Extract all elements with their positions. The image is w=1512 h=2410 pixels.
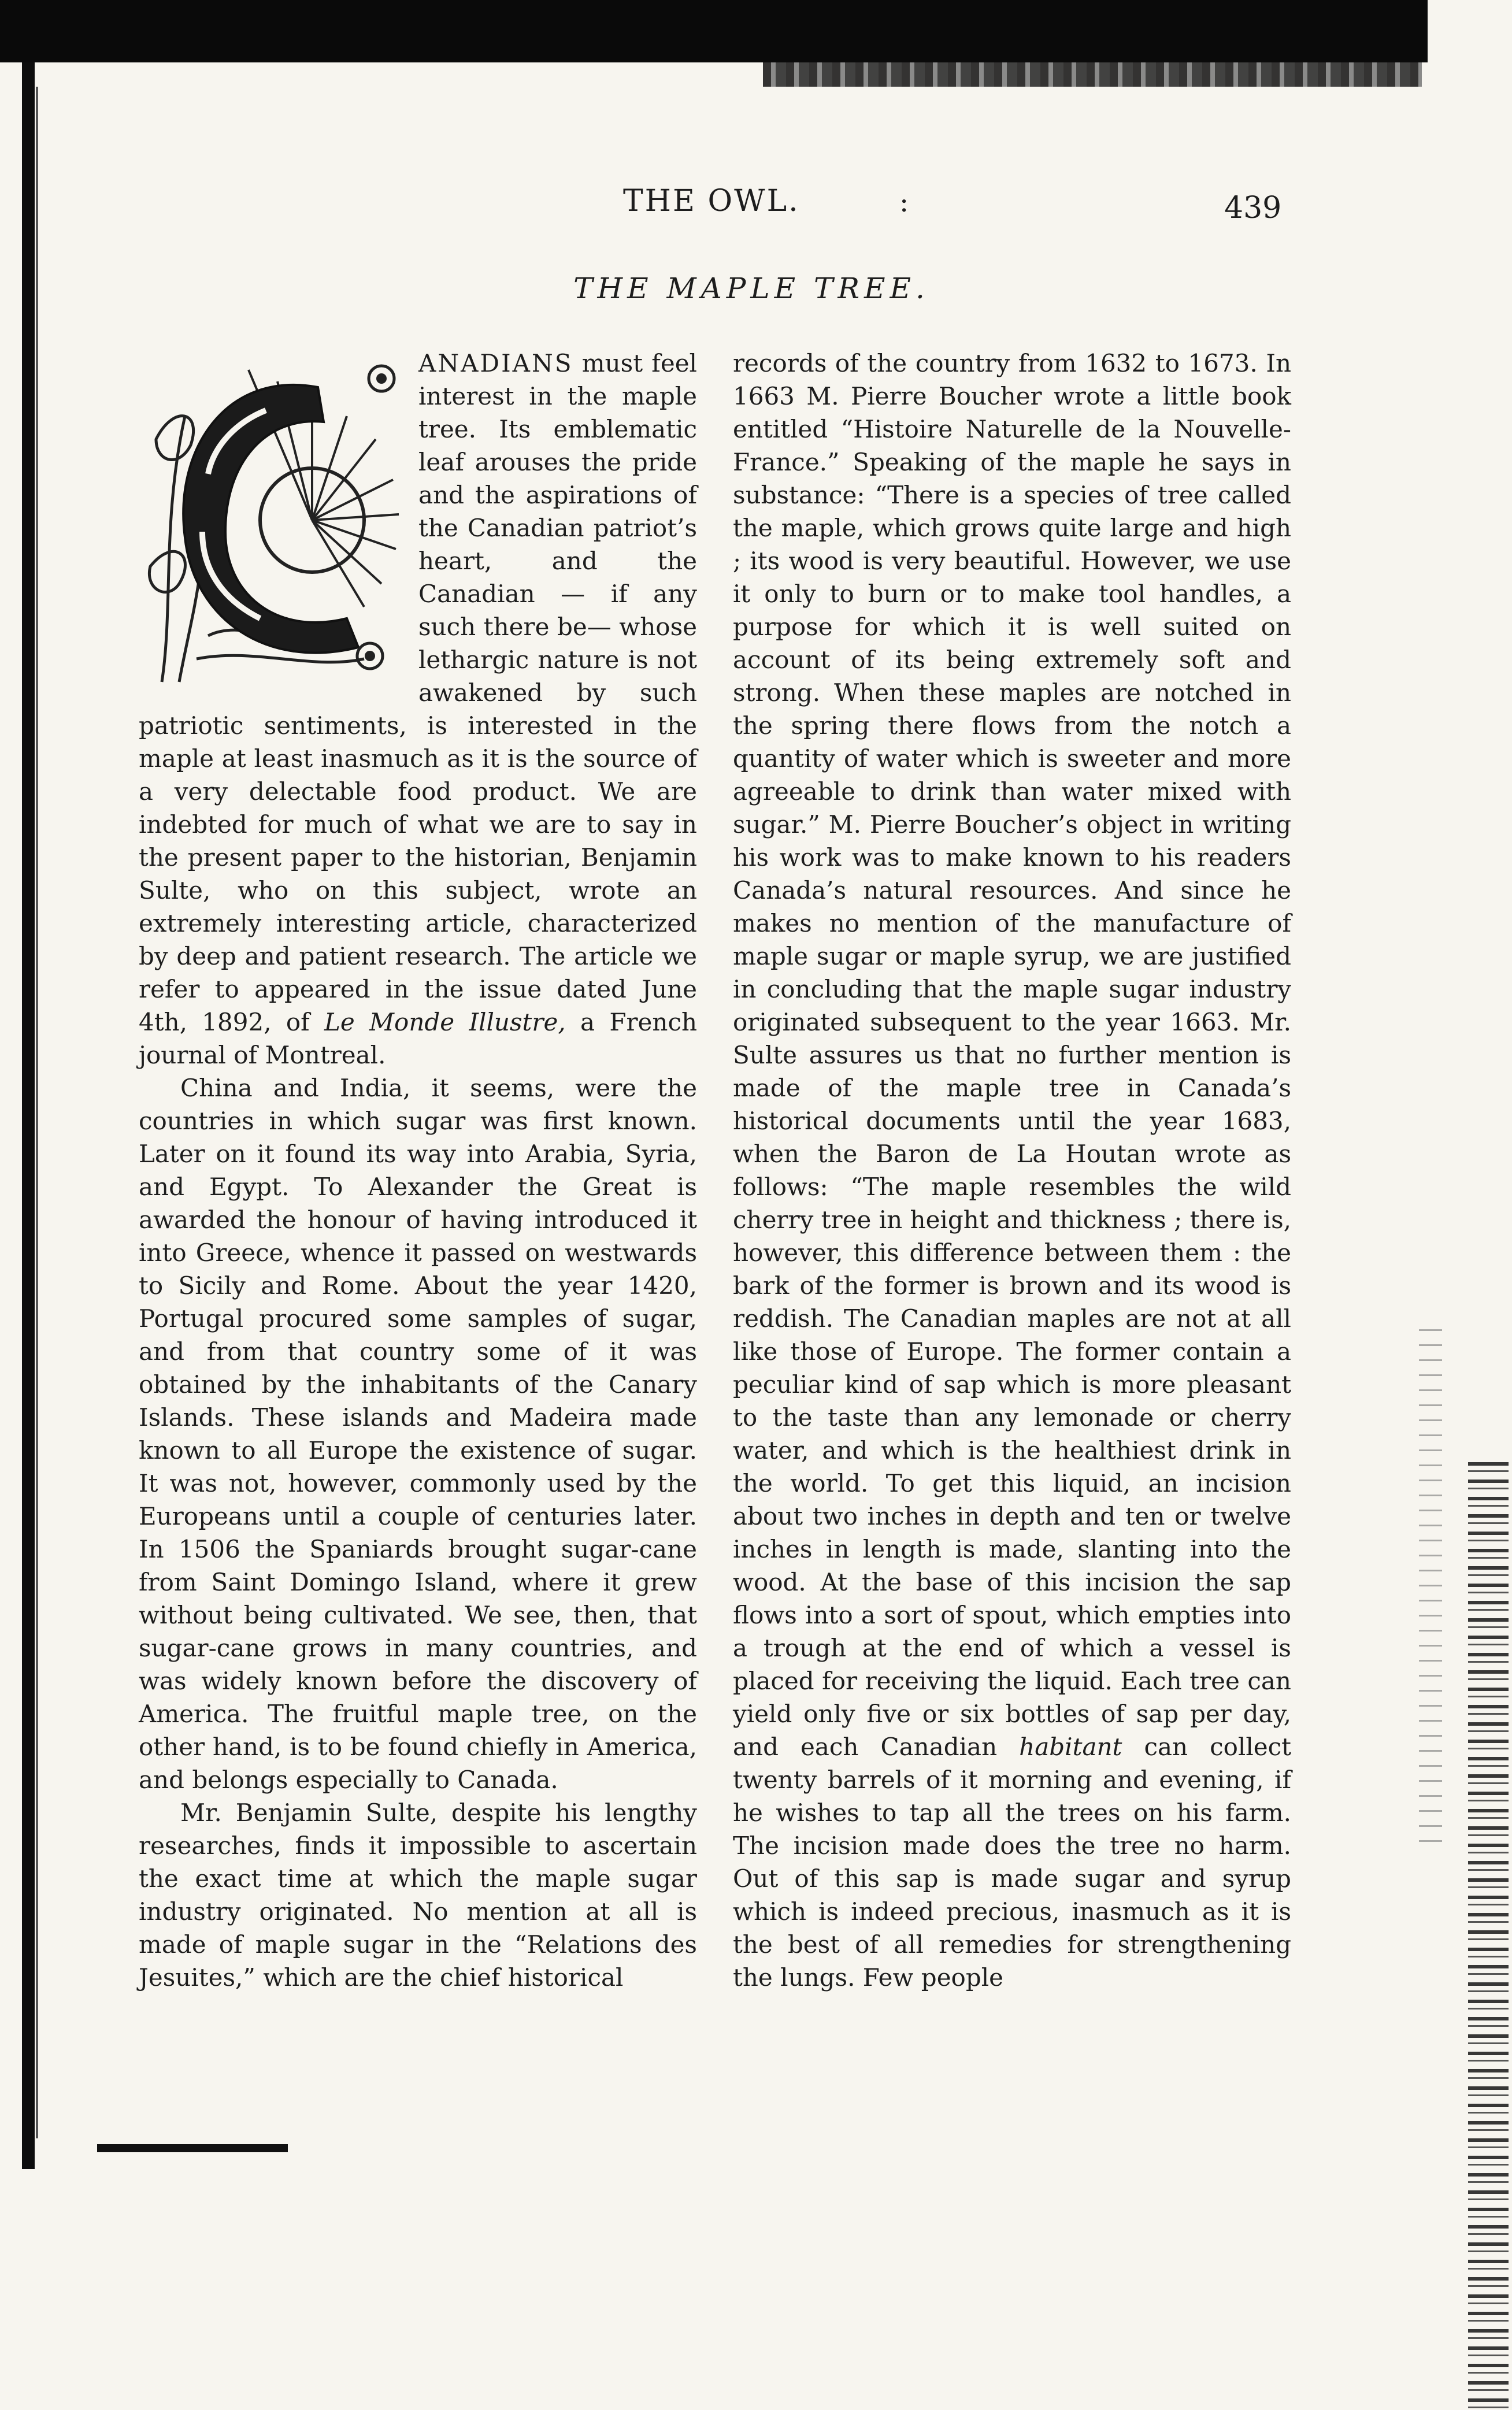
article-title: THE MAPLE TREE. xyxy=(573,272,929,305)
decorated-drop-cap xyxy=(139,347,405,694)
scan-right-dots xyxy=(1419,1329,1442,1849)
left-p1-text-b: a French journal of Montreal. xyxy=(139,1008,698,1069)
scan-top-border xyxy=(0,0,1428,62)
right-paragraph-1 xyxy=(733,347,1291,1994)
running-title: THE OWL. xyxy=(623,184,800,218)
lead-in-text: ANADIANS xyxy=(418,349,573,377)
page-number: 439 xyxy=(1224,191,1282,225)
scan-left-border xyxy=(22,62,35,2169)
left-paragraph-1 xyxy=(139,347,697,1071)
right-p1-text-a: records of the country from 1632 to 1673. In 1663 M. Pierre Boucher wrote a little book entitled “Histoire Naturelle de la Nouvelle-France.” Speaking of the maple he says in substance: “There is a species of tree called the maple, which grows quite large and high ; its wood is very beautiful. However, we use it only to burn or to make tool handles, a purpose for which it is well suited on account of its being extremely soft and strong. When these maples are notched in the spring there flows from the notch a quantity of water which is sweeter and more agreeable to drink than water mixed with sugar.” M. Pierre Boucher’s object in writing his work was to make known to his readers Canada’s natural resources. And since he makes no mention of the manufacture of maple sugar or maple syrup, we are justified in concluding that the maple sugar industry originated subsequent to the year 1663. Mr. Sulte assures us that no further mention is made of the maple tree in Canada’s historical documents until the year 1683, when the Baron de La Houtan wrote as follows: “The maple resembles the wild cherry tree in height and thickness ; there is, however, this difference between them : the bark of the former is brown and its wood is reddish. The Canadian maples are not at all like those of Europe. The former contain a peculiar kind of sap which is more pleasant to the taste than any lemonade or cherry water, and which is the healthiest drink in the world. To get this liquid, an incision about two inches in depth and ten or twelve inches in length is made, slanting into the wood. At the base of this incision the sap flows into a sort of spout, which empties into a trough at the end of which a vessel is placed for receiving the liquid. Each tree can yield only five or six bottles of sap per day, and each Canadian xyxy=(733,349,1291,1761)
habitant-word: habitant xyxy=(1019,1733,1122,1761)
left-paragraph-2: China and India, it seems, were the countries in which sugar was first known. Later on it found its way into Arabia, Syria, and Egypt. To Alexander the Great is awarded the honour of having introduced it into Greece, whence it passed on westwards to Sicily and Rome. About the year 1420, Portugal procured some samples of sugar, and from that country some of it was obtained by the inhabitants of the Canary Islands. These islands and Madeira made known to all Europe the existence of sugar. It was not, however, commonly used by the Europeans until a couple of centuries later. In 1506 the Spaniards brought sugar-cane from Saint Domingo Island, where it grew without being cultivated. We see, then, that sugar-cane grows in many countries, and was widely known before the discovery of America. The fruitful maple tree, on the other hand, is to be found chiefly in America, and belongs especially to Canada. xyxy=(139,1074,697,1794)
scan-top-edge xyxy=(763,62,1422,87)
scan-bottom-mark xyxy=(97,2144,288,2152)
header-mark: : xyxy=(899,186,909,218)
journal-title: Le Monde Illustre, xyxy=(324,1008,566,1036)
left-column xyxy=(139,347,697,1994)
right-p1-text-b: can collect twenty barrels of it morning and evening, if he wishes to tap all the trees on his farm. The incision made does the tree no harm. Out of this sap is made sugar and syrup which is indeed precious, inasmuch as it is the best of all remedies for strengthening the lungs. Few people xyxy=(733,1733,1292,1992)
left-p1-text-a: must feel interest in the maple tree. Its emblematic leaf arouses the pride and the aspirations of the Canadian patriot’s heart, and the Canadian — if any such there be— whose lethargic nature is not awakened by such patriotic sentiments, is interested in the maple at least inasmuch as it is the source of a very delectable food product. We are indebted for much of what we are to say in the present paper to the historian, Benjamin Sulte, who on this subject, wrote an extremely interesting article, characterized by deep and patient research. The article we refer to appeared in the issue dated June 4th, 1892, of xyxy=(139,349,697,1036)
right-column xyxy=(733,347,1291,1994)
scan-left-rule xyxy=(36,87,38,2138)
left-paragraph-3: Mr. Benjamin Sulte, despite his lengthy researches, finds it impossible to ascertain the exact time at which the maple sugar industry originated. No mention at all is made of maple sugar in the “Relations des Jesuites,” which are the chief historical xyxy=(139,1799,697,1992)
scan-binding-edge xyxy=(1468,1462,1509,2410)
drop-cap-illustration xyxy=(139,347,405,694)
